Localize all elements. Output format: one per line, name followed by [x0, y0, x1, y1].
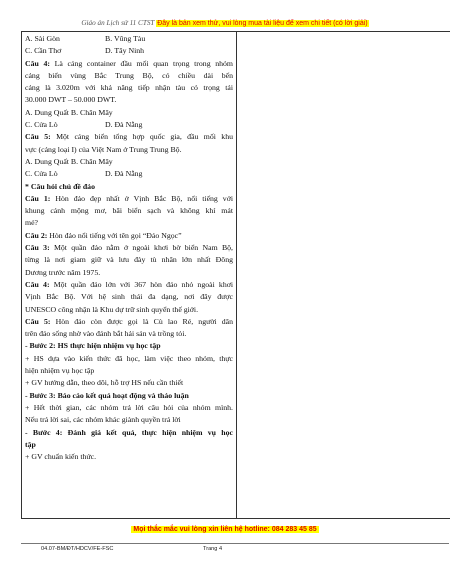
answer-options-row: C. Cần Thơ D. Tây Ninh	[25, 46, 145, 56]
text-line: 30.000 DWT – 50.000 DWT.	[25, 95, 117, 105]
lesson-content-column	[25, 33, 233, 463]
document-title: Giáo án Lịch sử 11 CTST	[81, 19, 155, 27]
text-line: Vịnh Bắc Bộ. Với hệ sinh thái đa dạng, nơi đây được	[25, 292, 233, 302]
document-code: 04.07-BM/ĐT/HDCV/FE-FSC	[41, 546, 114, 552]
answer-options-row: A. Dung Quất B. Chân Mây	[25, 156, 113, 166]
text-line: UNESCO công nhận là Khu dự trữ sinh quyển thế giới.	[25, 304, 199, 314]
step-heading: tập	[25, 439, 36, 449]
section-heading: * Câu hỏi chủ đề đảo	[25, 181, 95, 191]
table-column-divider	[236, 31, 237, 519]
text-line: + GV hướng dẫn, theo dõi, hỗ trợ HS nếu cần thiết	[25, 378, 184, 388]
question-line: Câu 4: Một quần đảo lớn với 367 hòn đảo nhỏ ngoài khơi	[25, 279, 233, 289]
question-line: Câu 5: Hòn đảo còn được gọi là Cù lao Ré, người dân	[25, 316, 233, 326]
question-line: Câu 5: Một cảng biển tổng hợp quốc gia, đầu mối khu	[25, 132, 233, 142]
question-line: Câu 4: Là cảng container đầu mối quan trọng trong nhóm	[25, 58, 233, 68]
question-line: Câu 1: Hòn đảo đẹp nhất ở Vịnh Bắc Bộ, nổi tiếng với	[25, 193, 233, 203]
text-line: hiện nhiệm vụ học tập	[25, 366, 95, 376]
page-number: Trang 4	[203, 546, 223, 552]
text-line: trên đảo sống nhờ vào đánh bắt hải sản và trồng tỏi.	[25, 329, 187, 339]
text-line: vực (cảng loại I) của Việt Nam ở Trung Trung Bộ.	[25, 144, 182, 154]
question-line: Câu 2: Hòn đảo nổi tiếng với tên gọi “Đảo Ngọc”	[25, 230, 182, 240]
text-line: khung cảnh mộng mơ, bãi biển sạch và không khí mát	[25, 206, 233, 216]
text-line: + HS dựa vào kiến thức đã học, làm việc theo nhóm, thực	[25, 353, 233, 363]
answer-options-row: C. Cửa Lò D. Đà Nẵng	[25, 169, 143, 179]
step-heading: - Bước 4: Đánh giá kết quả, thực hiện nhiệm vụ học	[25, 427, 233, 437]
text-line: Nếu trả lời sai, các nhóm khác giành quyền trả lời	[25, 415, 181, 425]
text-line: từng là nơi giam giữ và lưu đày tù nhân lớn nhất Đông	[25, 255, 233, 265]
answer-options-row: C. Cửa Lò D. Đà Nẵng	[25, 120, 143, 130]
text-line: cảng biển vùng Bắc Trung Bộ, có chiều dài bến	[25, 70, 233, 80]
answer-options-row: A. Dung Quất B. Chân Mây	[25, 107, 113, 117]
preview-notice[interactable]: Đây là bản xem thử, vui lòng mua tài liệu để xem chi tiết (có lời giải)	[157, 20, 368, 27]
footer-divider	[21, 543, 449, 544]
hotline-notice: Mọi thắc mắc vui lòng xin liên hệ hotline: 084 283 45 85	[133, 526, 317, 533]
text-line: Dương trước năm 1975.	[25, 267, 101, 277]
step-heading: - Bước 2: HS thực hiện nhiệm vụ học tập	[25, 341, 161, 351]
answer-options-row: A. Sài Gòn B. Vũng Tàu	[25, 34, 146, 43]
text-line: + GV chuẩn kiến thức.	[25, 452, 97, 462]
text-line: + Hết thời gian, các nhóm trả lời câu hỏi của nhóm mình.	[25, 402, 233, 412]
question-line: Câu 3: Một quần đảo nằm ở ngoài khơi bờ biển Nam Bộ,	[25, 243, 233, 253]
text-line: mẻ?	[25, 218, 38, 228]
page-header	[0, 19, 450, 27]
text-line: cảng là 3.020m với khả năng tiếp nhận tàu có trọng tải	[25, 83, 233, 93]
step-heading: - Bước 3: Báo cáo kết quả hoạt động và thảo luận	[25, 390, 189, 400]
